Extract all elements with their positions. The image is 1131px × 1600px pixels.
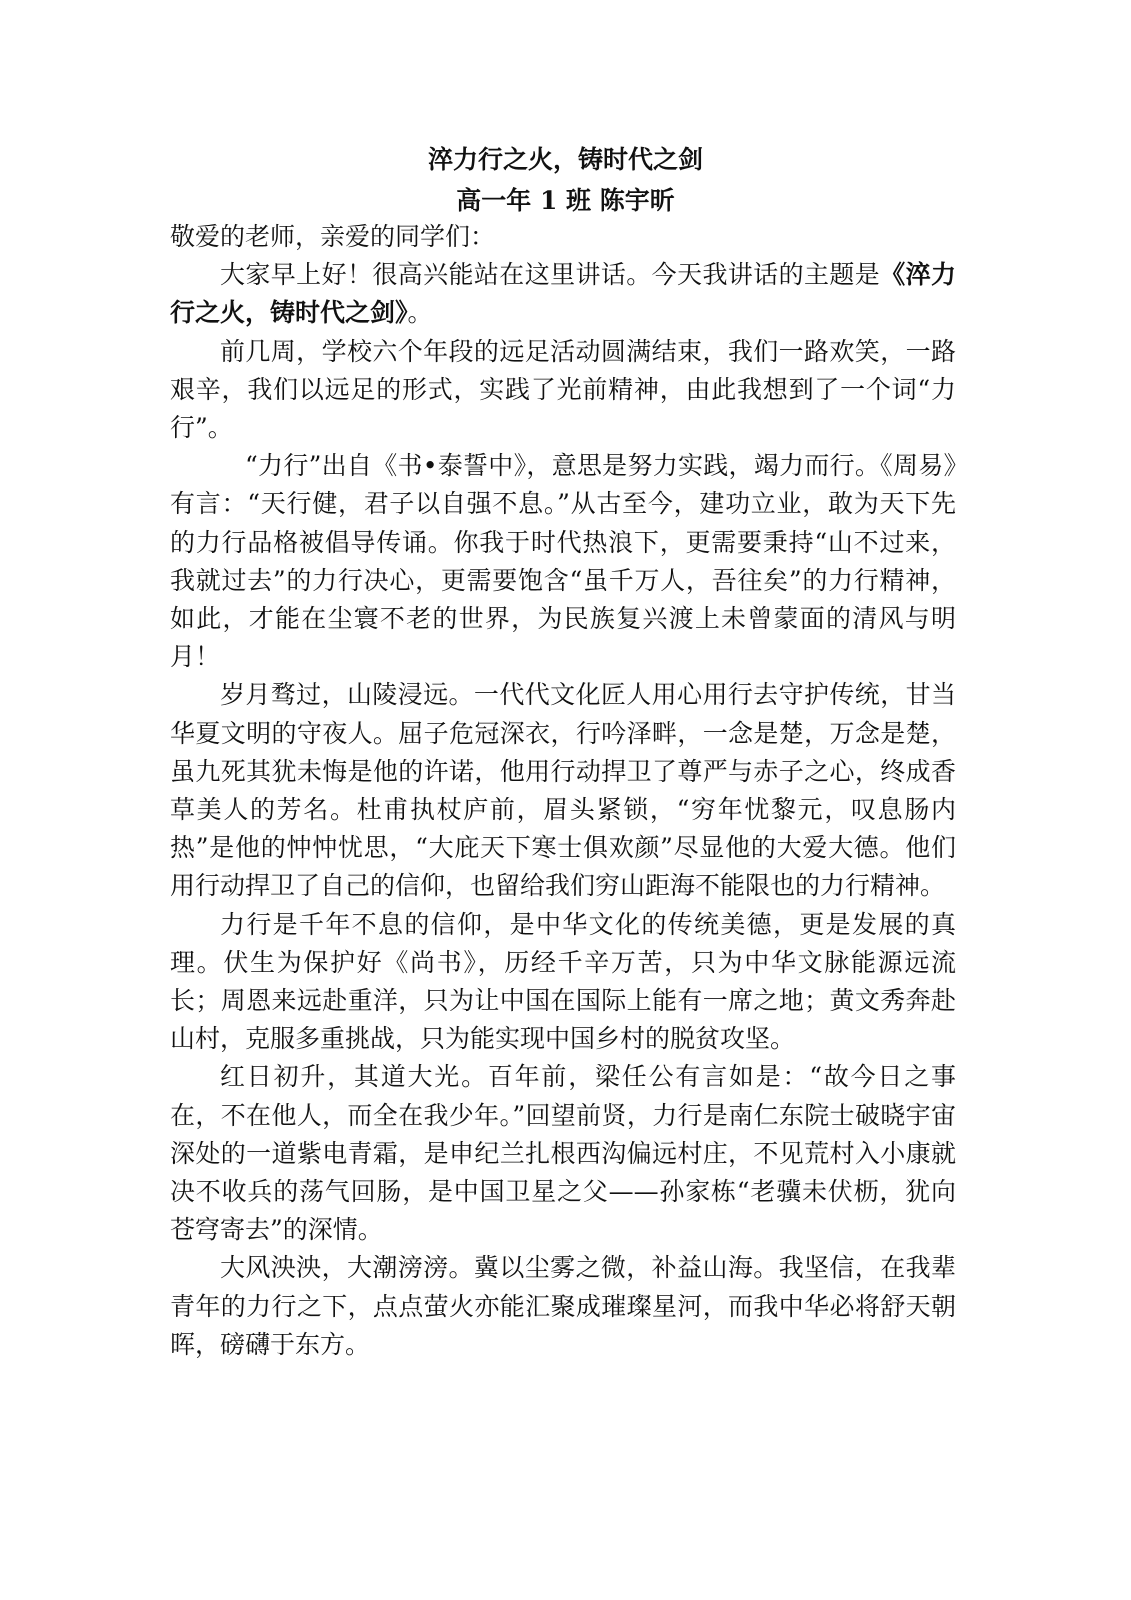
paragraph-1: 前几周，学校六个年段的远足活动圆满结束，我们一路欢笑，一路艰辛，我们以远足的形式，实践了光前精神，由此我想到了一个词“力行”。 (170, 336, 956, 443)
paragraph-3: 岁月骛过，山陵浸远。一代代文化匠人用心用行去守护传统，甘当华夏文明的守夜人。屈子危冠深衣，行吟泽畔，一念是楚，万念是楚，虽九死其犹未悔是他的许诺，他用行动捍卫了尊严与赤子之心，终成香草美人的芳名。杜甫执杖庐前，眉头紧锁，“穷年忧黎元，叹息肠内热”是他的忡忡忧思，“大庇天下寒士俱欢颜”尽显他的大爱大德。他们用行动捍卫了自己的信仰，也留给我们穷山距海不能限也的力行精神。 (170, 680, 956, 901)
intro-end: 。 (407, 298, 433, 328)
speech-body (170, 218, 956, 1364)
speech-title: 淬力行之火，铸时代之剑 (427, 145, 703, 174)
speech-topic: 《淬力行之火，铸时代之剑》 (170, 260, 956, 328)
author-line: 高一年 1 班 陈宇昕 (456, 186, 675, 215)
paragraph-2: “力行”出自《书•泰誓中》，意思是努力实践，竭力而行。《周易》有言：“天行健，君子以自强不息。”从古至今，建功立业，敢为天下先的力行品格被倡导传诵。你我于时代热浪下，更需要秉持“山不过来，我就过去”的力行决心，更需要饱含“虽千万人，吾往矣”的力行精神，如此，才能在尘寰不老的世界，为民族复兴渡上未曾蒙面的清风与明月！ (170, 451, 956, 672)
intro-paragraph (170, 256, 956, 332)
paragraph-4: 力行是千年不息的信仰，是中华文化的传统美德，更是发展的真理。伏生为保护好《尚书》，历经千辛万苦，只为中华文脉能源远流长；周恩来远赴重洋，只为让中国在国际上能有一席之地；黄文秀奔赴山村，克服多重挑战，只为能实现中国乡村的脱贫攻坚。 (170, 909, 956, 1054)
salutation: 敬爱的老师，亲爱的同学们： (170, 222, 496, 251)
intro-text: 大家早上好！很高兴能站在这里讲话。今天我讲话的主题是 (220, 260, 881, 290)
paragraph-6: 大风泱泱，大潮滂滂。冀以尘雾之微，补益山海。我坚信，在我辈青年的力行之下，点点萤火亦能汇聚成璀璨星河，而我中华必将舒天朝晖，磅礴于东方。 (170, 1253, 956, 1359)
paragraph-5: 红日初升，其道大光。百年前，梁任公有言如是：“故今日之事在，不在他人，而全在我少年。”回望前贤，力行是南仁东院士破晓宇宙深处的一道紫电青霜，是申纪兰扎根西沟偏远村庄，不见荒村入小康就决不收兵的荡气回肠，是中国卫星之父——孙家栋“老骥未伏枥，犹向苍穹寄去”的深情。 (170, 1062, 956, 1245)
